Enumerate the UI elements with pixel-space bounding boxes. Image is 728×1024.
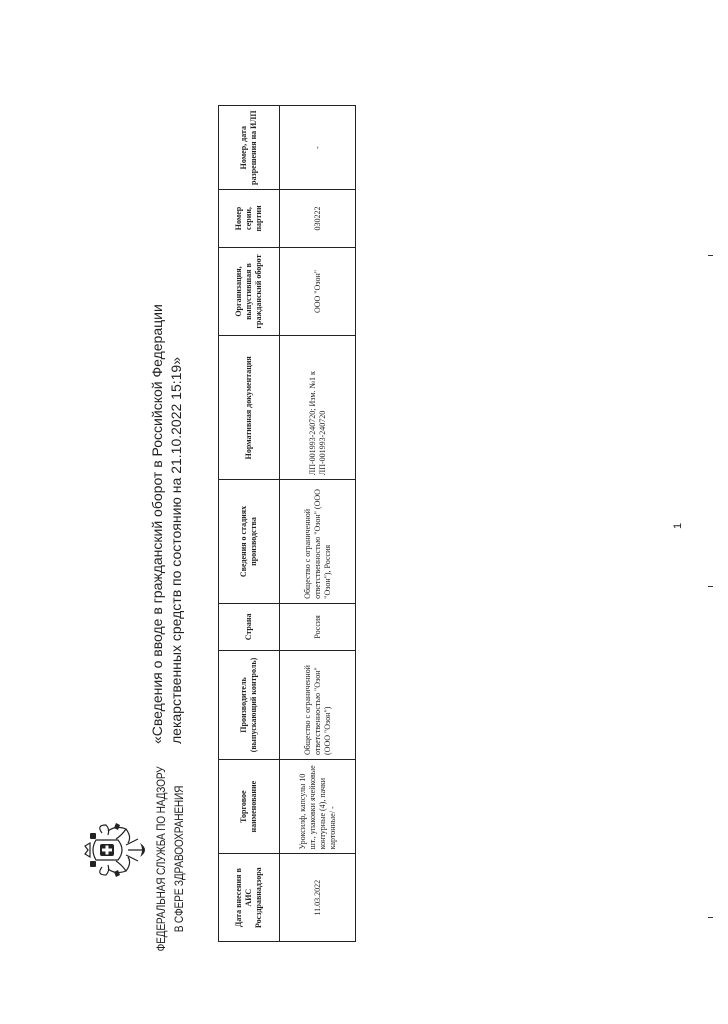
drug-registry-table (218, 105, 356, 942)
cell-series: 030222 (280, 190, 356, 247)
column-header-organization: Организация, выпустившая в гражданский оборот (219, 247, 280, 336)
scan-mark (708, 917, 713, 918)
cell-manufacturer: Общество с ограниченной ответственностью "Озон" (ООО "Озон") (280, 651, 356, 760)
agency-line-1: ФЕДЕРАЛЬНАЯ СЛУЖБА ПО НАДЗОРУ (156, 766, 168, 952)
scan-mark (708, 255, 713, 256)
agency-name (153, 758, 189, 960)
column-header-normative-docs: Нормативная документация (219, 336, 280, 480)
column-header-series: Номер серии, партии (219, 190, 280, 247)
table-header-row (219, 106, 280, 942)
table-row (280, 106, 356, 942)
document-title (148, 184, 186, 744)
cell-stages: Общество с ограниченной ответственностью "Озон" (ООО "Озон"), Россия (280, 480, 356, 604)
column-header-country: Страна (219, 603, 280, 650)
page-number: 1 (672, 522, 684, 529)
cell-trade-name: Уроксилф, капсулы 10 шт., упаковки ячейковые контурные (4), пачки картонные/ - (280, 759, 356, 853)
cell-organization: ООО "Озон" (280, 247, 356, 336)
column-header-manufacturer: Производитель (выпускающий контроль) (219, 651, 280, 760)
double-headed-eagle-emblem-icon (80, 821, 154, 879)
cell-date: 11.03.2022 (280, 854, 356, 942)
cell-country: Россия (280, 603, 356, 650)
cell-permit: - (280, 106, 356, 190)
column-header-trade-name: Торговое наименование (219, 759, 280, 853)
title-line-1: «Сведения о вводе в гражданский оборот в Российской Федерации (149, 304, 165, 744)
column-header-date: Дата внесения в АИС Росздравнадзора (219, 854, 280, 942)
title-line-2: лекарственных средств по состоянию на 21.10.2022 15:19» (168, 357, 184, 744)
cell-normative-docs: ЛП-001993-240720; Изм. №1 к ЛП-001993-240720 (280, 336, 356, 480)
agency-line-2: В СФЕРЕ ЗДРАВООХРАНЕНИЯ (174, 785, 186, 933)
column-header-stages: Сведения о стадиях производства (219, 480, 280, 604)
scan-mark (708, 586, 713, 587)
column-header-permit: Номер, дата разрешения на ИЛП (219, 106, 280, 190)
